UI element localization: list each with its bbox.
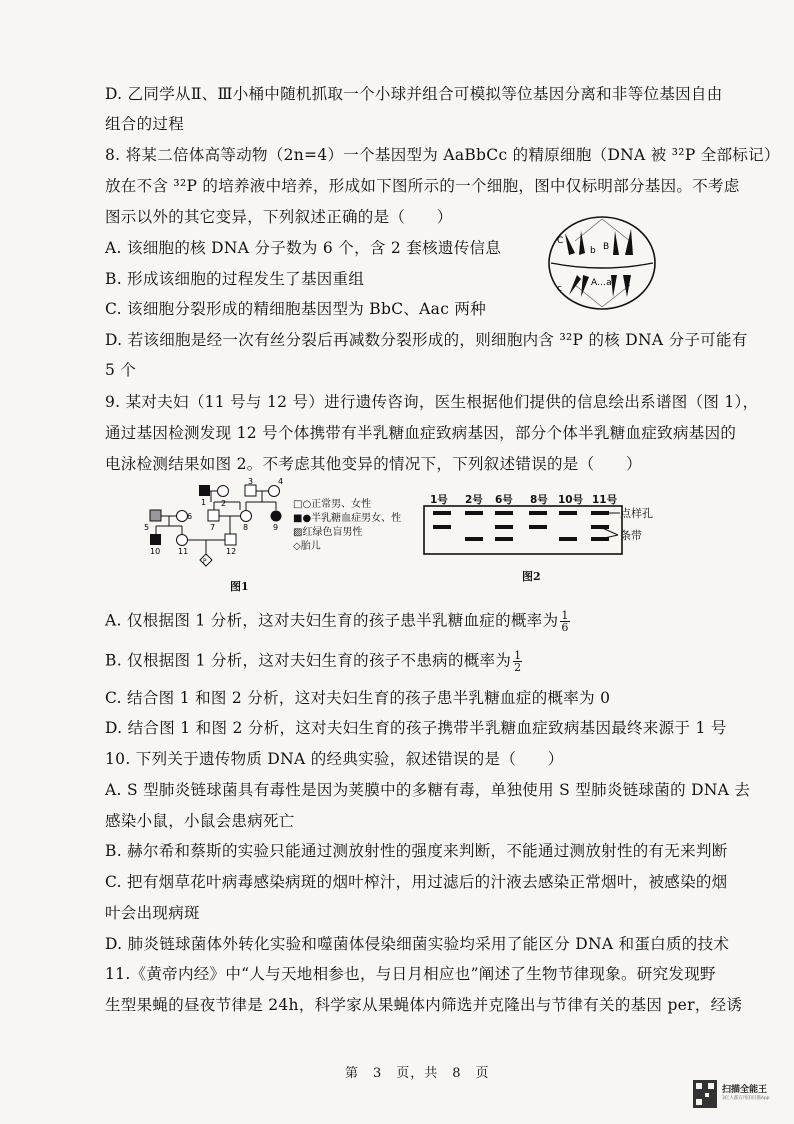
gel-lane-11: 11号 bbox=[592, 494, 618, 506]
watermark-title: 扫描全能王 bbox=[722, 1085, 768, 1095]
gene-C-label: C bbox=[557, 236, 564, 246]
q7-option-d-line1: D. 乙同学从Ⅱ、Ⅲ小桶中随机抓取一个小球并组合可模拟等位基因分离和非等位基因自由 bbox=[105, 85, 723, 103]
pedigree-individual-7 bbox=[208, 510, 219, 521]
gel-bands bbox=[433, 525, 609, 541]
scanner-watermark bbox=[722, 1082, 782, 1108]
q8-option-b: B. 形成该细胞的过程发生了基因重组 bbox=[105, 270, 365, 288]
q9-option-a-text: A. 仅根据图 1 分析，这对夫妇生育的孩子患半乳糖血症的概率为 bbox=[105, 611, 559, 630]
q10-option-c-line2: 叶会出现病斑 bbox=[105, 904, 200, 922]
figure-1-label: 图1 bbox=[230, 580, 249, 593]
fraction-one-sixth bbox=[560, 610, 569, 633]
pedigree-individual-3 bbox=[245, 485, 256, 496]
gene-B-label: B bbox=[603, 242, 610, 252]
pedigree-individual-4 bbox=[269, 486, 280, 497]
fraction-numerator: 1 bbox=[561, 609, 569, 622]
gel-lane-8: 8号 bbox=[530, 494, 548, 506]
pedigree-number-9: 9 bbox=[273, 523, 279, 532]
q10-stem: 10. 下列关于遗传物质 DNA 的经典实验，叙述错误的是（ ） bbox=[105, 750, 564, 768]
gel-lane-6: 6号 bbox=[495, 494, 513, 506]
pedigree-individual-1 bbox=[199, 485, 210, 496]
pedigree-chart bbox=[142, 477, 292, 574]
pedigree-individual-5 bbox=[150, 510, 161, 521]
q8-stem-line1: 8. 将某二倍体高等动物（2n=4）一个基因型为 AaBbCc 的精原细胞（DNA 被 ³²P 全部标记） bbox=[105, 146, 780, 164]
fraction-one-half bbox=[513, 650, 522, 673]
q10-option-b: B. 赫尔希和蔡斯的实验只能通过测放射性的强度来判断，不能通过测放射性的有无来判断 bbox=[105, 842, 728, 860]
pedigree-number-2: 2 bbox=[221, 499, 227, 508]
q8-option-a: A. 该细胞的核 DNA 分子数为 6 个，含 2 套核遗传信息 bbox=[105, 239, 502, 257]
fraction-denominator: 6 bbox=[561, 621, 569, 634]
q9-option-b bbox=[105, 650, 725, 673]
q8-stem-line2: 放在不含 ³²P 的培养液中培养，形成如下图所示的一个细胞，图中仅标明部分基因。不考虑 bbox=[105, 177, 740, 195]
q11-line2: 生型果蝇的昼夜节律是 24h，科学家从果蝇体内筛选并克隆出与节律有关的基因 per，经诱 bbox=[105, 996, 743, 1014]
q9-stem-line3: 电泳检测结果如图 2。不考虑其他变异的情况下，下列叙述错误的是（ ） bbox=[105, 455, 642, 473]
page-footer: 第 3 页，共 8 页 bbox=[345, 1066, 490, 1081]
q8-option-c: C. 该细胞分裂形成的精细胞基因型为 BbC、Aac 两种 bbox=[105, 300, 487, 318]
gene-Aa-label: A…a bbox=[591, 278, 612, 288]
pedigree-individual-8 bbox=[241, 511, 252, 522]
legend-fetus: ◇胎儿 bbox=[293, 541, 321, 552]
q10-option-d: D. 肺炎链球菌体外转化实验和噬菌体侵染细菌实验均采用了能区分 DNA 和蛋白质的技术 bbox=[105, 935, 730, 953]
pedigree-number-4: 4 bbox=[278, 477, 284, 486]
q9-option-b-text: B. 仅根据图 1 分析，这对夫妇生育的孩子不患病的概率为 bbox=[105, 651, 512, 670]
q9-option-a bbox=[105, 610, 725, 633]
svg-text:P: P bbox=[203, 558, 207, 565]
q9-stem-line2: 通过基因检测发现 12 号个体携带有半乳糖血症致病基因，部分个体半乳糖血症致病基因的 bbox=[105, 424, 737, 442]
legend-colorblind: ▨红绿色盲男性 bbox=[293, 527, 363, 538]
q7-option-d-line2: 组合的过程 bbox=[105, 115, 185, 133]
legend-normal: □○正常男、女性 bbox=[293, 499, 372, 510]
pedigree-number-11: 11 bbox=[178, 547, 189, 556]
pedigree-number-3: 3 bbox=[248, 477, 254, 486]
electrophoresis-gel bbox=[423, 505, 623, 555]
qr-code-icon bbox=[693, 1080, 717, 1108]
q11-line1: 11.《黄帝内经》中“人与天地相参也，与日月相应也”阐述了生物节律现象。研究发现野 bbox=[105, 965, 716, 983]
pedigree-number-12: 12 bbox=[226, 547, 237, 556]
gene-c-label: c bbox=[557, 284, 562, 294]
q9-stem-line1: 9. 某对夫妇（11 号与 12 号）进行遗传咨询，医生根据他们提供的信息绘出系谱图（图 1）， bbox=[105, 393, 759, 411]
q8-stem-line3: 图示以外的其它变异，下列叙述正确的是（ ） bbox=[105, 208, 453, 226]
q10-option-a-line2: 感染小鼠，小鼠会患病死亡 bbox=[105, 812, 295, 830]
pedigree-individual-10 bbox=[150, 534, 161, 545]
gel-band-label: 条带 bbox=[620, 529, 642, 542]
pedigree-number-6: 6 bbox=[187, 512, 193, 521]
pedigree-legend bbox=[293, 498, 401, 554]
q9-option-d: D. 结合图 1 和图 2 分析，这对夫妇生育的孩子携带半乳糖血症致病基因最终来源于 1 号 bbox=[105, 719, 727, 737]
figure-2-label: 图2 bbox=[522, 570, 541, 583]
legend-galactosemia: ■●半乳糖血症男女、性 bbox=[293, 513, 402, 524]
q10-option-c-line1: C. 把有烟草花叶病毒感染病斑的烟叶榨汁，用过滤后的汁液去感染正常烟叶，被感染的烟 bbox=[105, 873, 728, 891]
gel-lane-1: 1号 bbox=[430, 494, 448, 506]
fraction-denominator: 2 bbox=[514, 661, 522, 674]
q10-option-a-line1: A. S 型肺炎链球菌具有毒性是因为荚膜中的多糖有毒，单独使用 S 型肺炎链球菌的 DNA 去 bbox=[105, 781, 751, 799]
watermark-subtitle: 3亿人都在用的扫描App bbox=[722, 1096, 770, 1101]
q8-cell-figure bbox=[545, 213, 660, 313]
pedigree-individual-12 bbox=[225, 534, 236, 545]
q9-option-c: C. 结合图 1 和图 2 分析，这对夫妇生育的孩子患半乳糖血症的概率为 0 bbox=[105, 689, 611, 707]
pedigree-number-1: 1 bbox=[201, 498, 207, 507]
pedigree-number-5: 5 bbox=[144, 523, 150, 532]
pedigree-number-7: 7 bbox=[210, 523, 216, 532]
gel-well-label: 点样孔 bbox=[620, 507, 653, 520]
q8-option-d-line1: D. 若该细胞是经一次有丝分裂后再减数分裂形成的，则细胞内含 ³²P 的核 DNA 分子可能有 bbox=[105, 331, 748, 349]
fraction-numerator: 1 bbox=[514, 649, 522, 662]
pedigree-individual-11 bbox=[177, 535, 188, 546]
gene-b-label: b bbox=[590, 246, 596, 256]
pedigree-individual-9 bbox=[271, 511, 282, 522]
cell-membrane bbox=[549, 217, 655, 309]
pedigree-number-8: 8 bbox=[243, 523, 249, 532]
pedigree-individual-6 bbox=[177, 511, 188, 522]
gel-lane-2: 2号 bbox=[465, 494, 483, 506]
gel-lane-10: 10号 bbox=[558, 494, 584, 506]
pedigree-individual-2 bbox=[218, 486, 229, 497]
pedigree-number-10: 10 bbox=[150, 547, 161, 556]
q8-option-d-line2: 5 个 bbox=[105, 361, 137, 379]
